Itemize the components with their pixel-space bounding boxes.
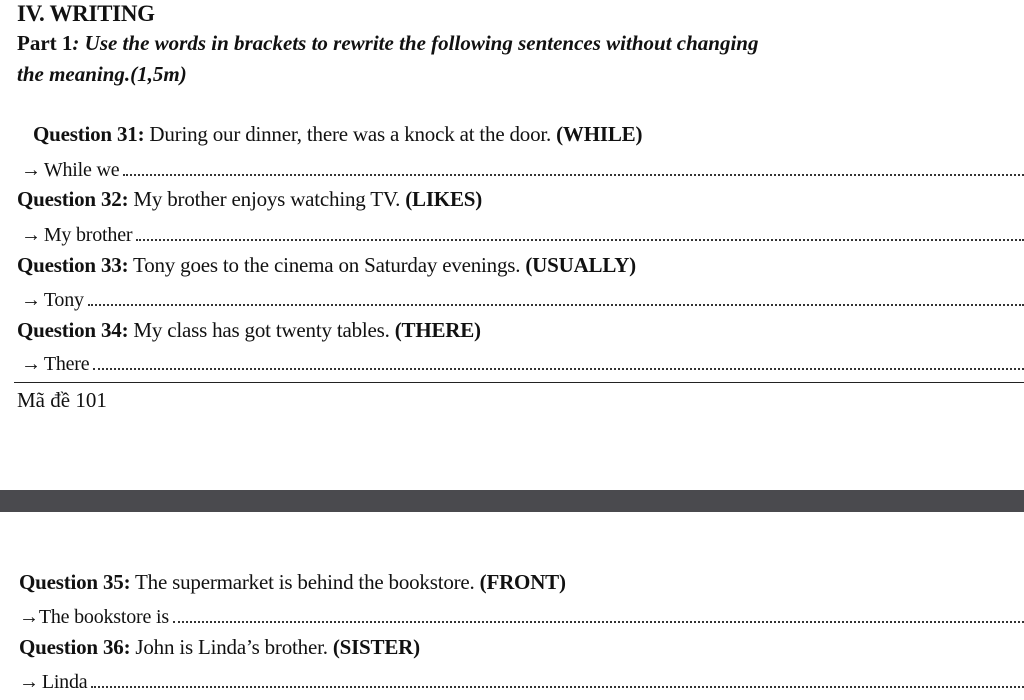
question-33 xyxy=(17,253,636,278)
part-label: Part 1 xyxy=(17,31,73,55)
question-36 xyxy=(19,635,420,660)
question-label: Question 31: xyxy=(33,122,145,146)
instruction-text: : Use the words in brackets to rewrite the following sentences without changing xyxy=(72,31,759,55)
question-sentence: Tony goes to the cinema on Saturday evenings. xyxy=(128,253,526,277)
answer-prompt: Tony xyxy=(43,289,84,311)
question-34 xyxy=(17,318,481,343)
question-sentence: My brother enjoys watching TV. xyxy=(128,187,406,211)
page-break-bar xyxy=(0,490,1024,512)
question-31 xyxy=(33,122,642,147)
answer-line-34[interactable] xyxy=(21,351,1024,376)
answer-blank[interactable] xyxy=(136,222,1024,241)
arrow-right-icon: → xyxy=(21,353,41,375)
question-label: Question 36: xyxy=(19,635,131,659)
question-label: Question 34: xyxy=(17,318,129,342)
answer-line-32[interactable] xyxy=(21,222,1024,247)
answer-blank[interactable] xyxy=(91,669,1024,688)
question-sentence: During our dinner, there was a knock at the door. xyxy=(144,122,557,146)
question-35 xyxy=(19,570,566,595)
question-sentence: The supermarket is behind the bookstore. xyxy=(130,570,480,594)
question-sentence: John is Linda’s brother. xyxy=(130,635,333,659)
section-title: IV. WRITING xyxy=(17,1,155,26)
question-label: Question 33: xyxy=(17,253,129,277)
arrow-right-icon: → xyxy=(19,606,39,628)
question-label: Question 35: xyxy=(19,570,131,594)
question-keyword: (SISTER) xyxy=(332,635,420,659)
question-keyword: (FRONT) xyxy=(479,570,566,594)
answer-line-35[interactable] xyxy=(19,604,1024,629)
answer-line-33[interactable] xyxy=(21,287,1024,312)
instruction-line-2: the meaning.(1,5m) xyxy=(17,62,187,86)
instruction-line-1 xyxy=(17,31,758,56)
answer-line-31[interactable] xyxy=(21,157,1024,182)
question-sentence: My class has got twenty tables. xyxy=(128,318,395,342)
page-divider xyxy=(14,382,1024,383)
question-keyword: (WHILE) xyxy=(556,122,643,146)
answer-blank[interactable] xyxy=(173,604,1024,623)
answer-line-36[interactable] xyxy=(19,669,1024,694)
answer-blank[interactable] xyxy=(123,157,1024,176)
arrow-right-icon: → xyxy=(21,289,41,311)
arrow-right-icon: → xyxy=(21,224,41,246)
arrow-right-icon: → xyxy=(19,671,39,693)
question-32 xyxy=(17,187,482,212)
exam-code: Mã đề 101 xyxy=(17,388,107,412)
answer-prompt: Linda xyxy=(41,671,88,693)
question-keyword: (USUALLY) xyxy=(525,253,636,277)
answer-blank[interactable] xyxy=(93,351,1024,370)
question-keyword: (LIKES) xyxy=(405,187,483,211)
answer-prompt: While we xyxy=(43,159,120,181)
question-label: Question 32: xyxy=(17,187,129,211)
answer-prompt: There xyxy=(43,353,90,375)
arrow-right-icon: → xyxy=(21,159,41,181)
question-keyword: (THERE) xyxy=(394,318,481,342)
answer-prompt: The bookstore is xyxy=(38,606,169,628)
answer-blank[interactable] xyxy=(88,287,1024,306)
answer-prompt: My brother xyxy=(43,224,133,246)
